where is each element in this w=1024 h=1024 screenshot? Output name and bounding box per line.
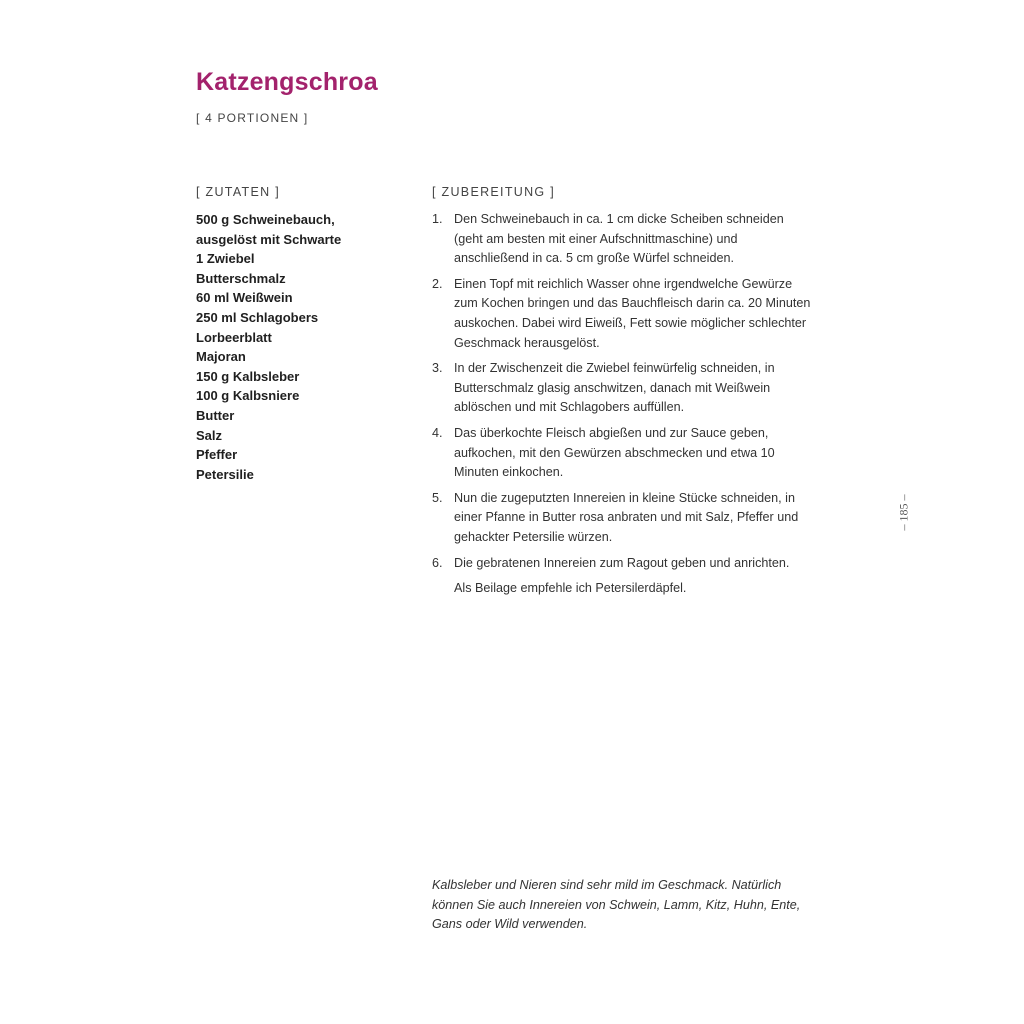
ingredient-item: 60 ml Weißwein	[196, 290, 293, 306]
page-number: – 185 –	[896, 494, 911, 531]
preparation-step	[432, 275, 812, 353]
preparation-step	[432, 210, 812, 269]
ingredient-item: Lorbeerblatt	[196, 329, 272, 345]
step-number: 3.	[432, 361, 443, 376]
tip-text: Kalbsleber und Nieren sind sehr mild im Geschmack. Natürlich können Sie auch Innereien von Schwein, Lamm, Kitz, Huhn, Ente, Gans oder Wild verwenden.	[432, 878, 801, 932]
ingredient-item: 1 Zwiebel	[196, 251, 255, 267]
preparation-step	[432, 489, 812, 548]
ingredient-item: Pfeffer	[196, 447, 238, 463]
step-text: Nun die zugeputzten Innereien in kleine Stücke schneiden, in einer Pfanne in Butter rosa anbraten und mit Salz, Pfeffer und gehackter Petersilie würzen.	[454, 490, 799, 544]
step-number: 2.	[432, 276, 443, 291]
step-number: 6.	[432, 555, 443, 570]
ingredient-item: Petersilie	[196, 466, 254, 482]
ingredients-heading: [ ZUTATEN ]	[196, 185, 280, 199]
ingredient-item: Salz	[196, 427, 223, 443]
ingredient-item: Majoran	[196, 349, 246, 365]
step-number: 5.	[432, 490, 443, 505]
preparation-heading: [ ZUBEREITUNG ]	[432, 185, 555, 199]
step-text: Einen Topf mit reichlich Wasser ohne irgendwelche Gewürze zum Kochen bringen und das Bauchfleisch darin ca. 20 Minuten auskochen. Dabei wird Eiweiß, Fett sowie möglicher schlechter Geschmack herausgelöst.	[454, 276, 811, 350]
preparation-step	[432, 424, 812, 483]
preparation-step	[432, 359, 812, 418]
ingredient-item: ausgelöst mit Schwarte	[196, 231, 342, 247]
preparation-step	[432, 554, 812, 574]
step-number: 4.	[432, 425, 443, 440]
serving-note: Als Beilage empfehle ich Petersilerdäpfel.	[454, 581, 687, 595]
recipe-title: Katzengschroa	[196, 68, 378, 96]
step-text: Das überkochte Fleisch abgießen und zur Sauce geben, aufkochen, mit den Gewürzen abschmecken und etwa 10 Minuten einkochen.	[454, 425, 775, 480]
ingredient-item: Butter	[196, 407, 235, 423]
ingredient-item: 250 ml Schlagobers	[196, 309, 319, 325]
step-number: 1.	[432, 212, 443, 226]
portions-label: [ 4 PORTIONEN ]	[196, 111, 309, 125]
ingredient-item: 500 g Schweinebauch,	[196, 212, 335, 227]
ingredient-item: 100 g Kalbsniere	[196, 388, 300, 404]
ingredients-list	[196, 210, 396, 484]
ingredient-item: 150 g Kalbsleber	[196, 368, 300, 384]
step-text: In der Zwischenzeit die Zwiebel feinwürfelig schneiden, in Butterschmalz glasig anschwitzen, danach mit Weißwein ablöschen und mit Schlagobers auffüllen.	[454, 361, 775, 415]
preparation-steps	[432, 210, 812, 579]
step-text: Die gebratenen Innereien zum Ragout geben und anrichten.	[454, 555, 790, 570]
step-text: Den Schweinebauch in ca. 1 cm dicke Scheiben schneiden (geht am besten mit einer Aufschnittmaschine) und anschließend in ca. 5 cm große Würfel schneiden.	[454, 212, 784, 266]
ingredient-item: Butterschmalz	[196, 270, 286, 286]
